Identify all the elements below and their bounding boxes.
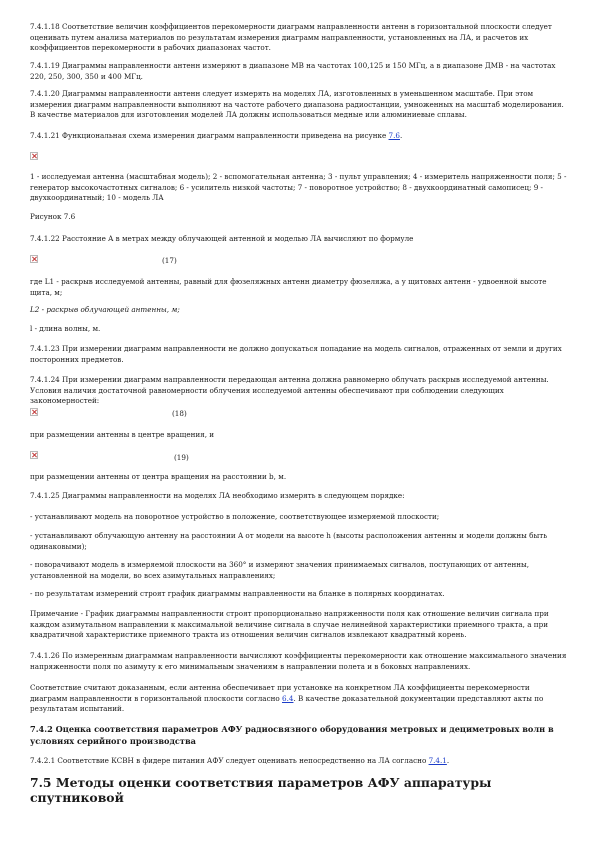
condition-18: при размещении антенны в центре вращения, и [30,430,215,439]
list-item-1: - устанавливают модель на поворотное устройство в положение, соответствующее измеряемой плоскости; [30,512,440,521]
list-item-3: - поворачивают модель в измеряемой плоскости на 360° и измеряют значения принимаемых сигналов, поступающих от антенны, установленной на модели, во всех азимутальных направлениях; [30,560,530,580]
paragraph-7-4-1-26: 7.4.1.26 По измеренным диаграммам направленности вычисляют коэффициенты перекомерности как отношение максимального значения напряженности поля по азимуту к его минимальным значениям в направлении полета и в боковых направлениях. [30,651,567,671]
paragraph-7-4-1-23: 7.4.1.23 При измерении диаграмм направленности не должно допускаться попадание на модель сигналов, отраженных от земли и других посторонних предметов. [30,344,562,364]
paragraph-7-4-1-19: 7.4.1.19 Диаграммы направленности антенн измеряют в диапазоне МВ на частотах 100,125 и 150 МГц, а в диапазоне ДМВ - на частотах 220, 250, 300, 350 и 400 МГц. [30,61,556,81]
where-l2: L2 - раскрыв облучающей антенны, м; [30,305,180,314]
section-6-4-link[interactable]: 6.4 [282,693,294,703]
conformity-paragraph [30,683,568,715]
formula-17-image-icon [30,255,38,263]
paragraph-7-4-1-25: 7.4.1.25 Диаграммы направленности на моделях ЛА необходимо измерять в следующем порядке: [30,491,405,500]
section-7-4-1-link[interactable]: 7.4.1 [428,756,447,765]
paragraph-7-4-1-24: 7.4.1.24 При измерении диаграмм направленности передающая антенна должна равномерно облучать раскрыв исследуемой антенны. Условия наличия достаточной равномерности облучения исследуемой антенны обеспечивают при соблюдении следующих закономерностей: [30,375,549,406]
broken-image-icon [30,152,38,160]
paragraph-text-end: . [446,756,450,765]
figure-7-6-link[interactable]: 7.6 [388,131,400,140]
figure-caption: Рисунок 7.6 [30,212,76,221]
heading-7-5: 7.5 Методы оценки соответствия параметров АФУ аппаратуры спутниковой [30,775,492,805]
paragraph-7-4-1-20: 7.4.1.20 Диаграммы направленности антенн следует измерять на моделях ЛА, изготовленных в уменьшенном масштабе. При этом измерения диаграмм направленности выполняют на частоте рабочего диапазона радиостанции, умноженных на масштаб моделирования. В качестве материалов для изготовления моделей ЛА должны использоваться медные или алюминиевые сплавы. [30,89,564,120]
paragraph-text-end: . В качестве доказательной документации представляют акты по результатам испытаний. [30,693,544,714]
equation-number-18: (18) [172,409,187,418]
list-item-4: - по результатам измерений строят график диаграммы направленности на бланке в полярных координатах. [30,589,445,598]
where-lambda: l - длина волны, м. [30,324,101,333]
equation-number-19: (19) [174,453,189,462]
equation-number-17: (17) [162,256,177,265]
paragraph-7-4-1-21 [30,131,568,142]
paragraph-text: 7.4.2.1 Соответствие КСВН в фидере питания АФУ следует оценивать непосредственно на ЛА согласно [30,756,429,765]
note-paragraph: Примечание - График диаграммы направленности строят пропорционально напряженности поля как отношение величин сигнала при каждом азимутальном направлении к максимальной величине сигнала в случае нелинейной характеристики приемного тракта, а при квадратичной характеристике приемного тракта из отношения величин сигналов извлекают квадратный корень. [30,609,549,640]
where-l1: где L1 - раскрыв исследуемой антенны, равный для фюзеляжных антенн диаметру фюзеляжа, а у щитовых антенн - удвоенной высоте щита, м; [30,277,547,297]
paragraph-7-4-1-22: 7.4.1.22 Расстояние A в метрах между облучающей антенной и моделью ЛА вычисляют по формуле [30,234,414,243]
paragraph-text: 7.4.1.21 Функциональная схема измерения диаграмм направленности приведена на рисунке [30,131,389,140]
paragraph-text-end: . [399,131,403,140]
figure-legend: 1 - исследуемая антенна (масштабная модель); 2 - вспомогательная антенна; 3 - пульт управления; 4 - измеритель напряженности поля; 5 - генератор высокочастотных сигналов; 6 - усилитель низкой частоты; 7 - поворотное устройство; 8 - двухкоординатный самописец; 9 - двухкоординатный; 10 - модель ЛА [30,172,567,203]
list-item-2: - устанавливают облучающую антенну на расстоянии A от модели на высоте h (высоты расположения антенны и модели должны быть одинаковыми); [30,531,548,551]
paragraph-text: Соответствие считают доказанным, если антенна обеспечивает при установке на конкретном ЛА коэффициенты перекомерности диаграмм направленности в горизонтальной плоскости согласно [30,683,530,703]
paragraph-7-4-2-1 [30,756,568,767]
formula-18-image-icon [30,408,38,416]
paragraph-7-4-1-18: 7.4.1.18 Соответствие величин коэффициентов перекомерности диаграмм направленности антенн в горизонтальной плоскости следует оценивать путем анализа материалов по результатам измерения диаграмм направленности, установленных на ЛА, и расчетов их коэффициентов перекомерности в рабочих диапазонах частот. [30,22,552,53]
condition-19: при размещении антенны от центра вращения на расстоянии b, м. [30,472,287,481]
formula-19-image-icon [30,451,38,459]
heading-7-4-2: 7.4.2 Оценка соответствия параметров АФУ радиосвязного оборудования метровых и дециметровых волн в условиях серийного производства [30,724,554,747]
